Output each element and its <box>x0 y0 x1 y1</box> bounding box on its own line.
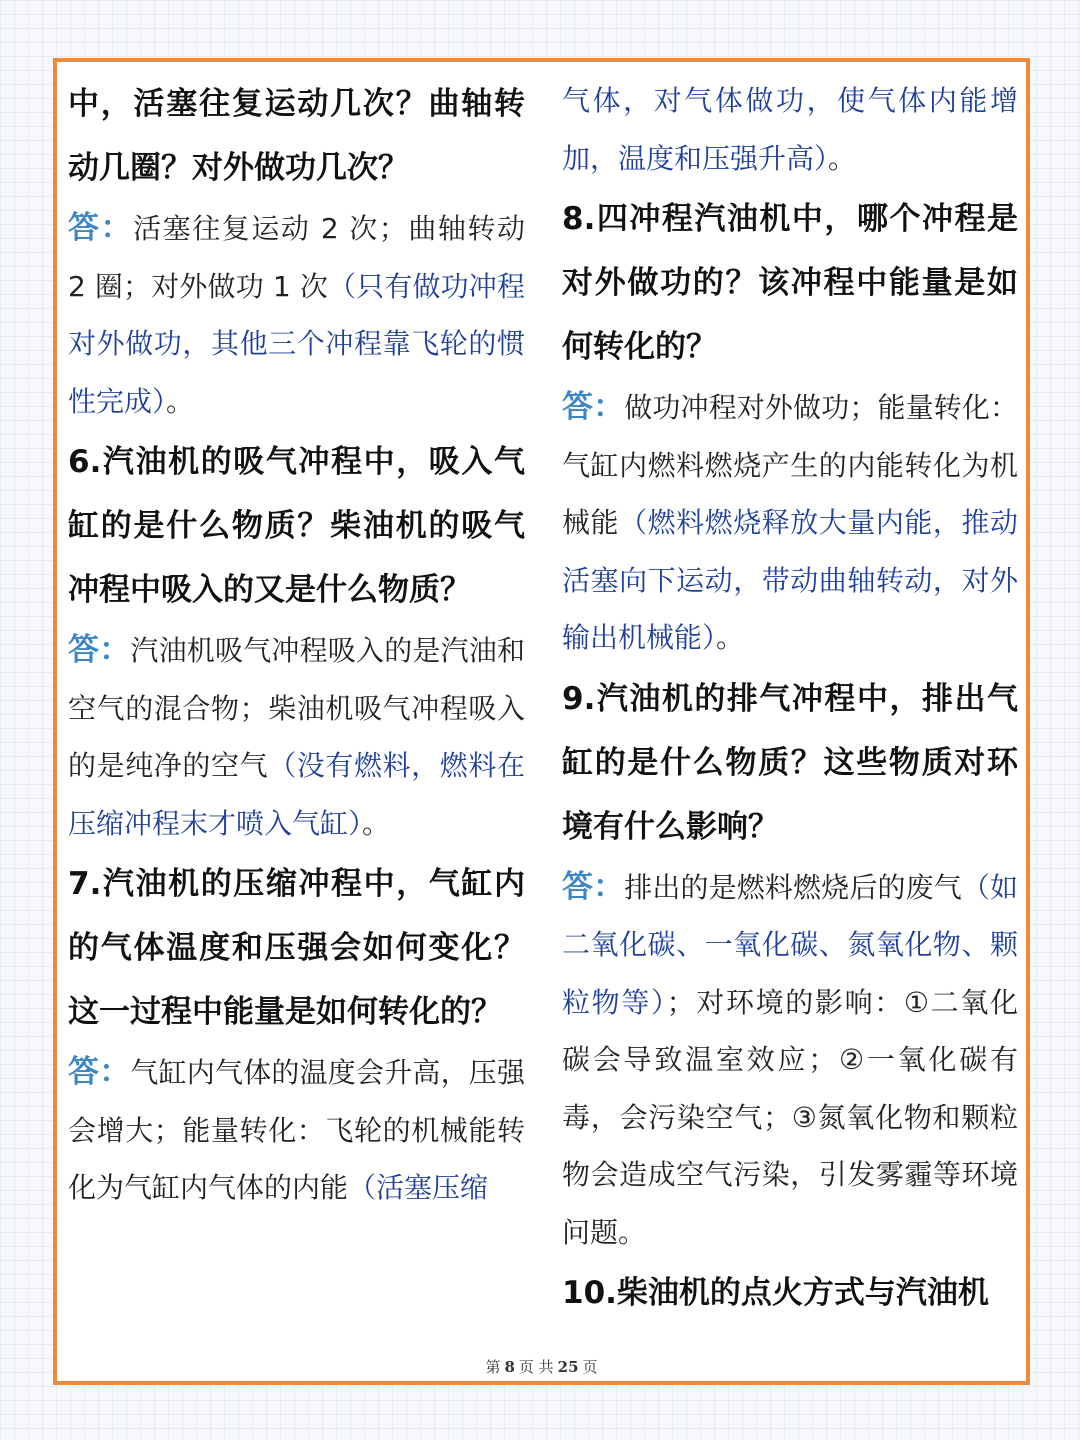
answer-9 <box>562 859 1018 1262</box>
answer-label: 答： <box>68 210 134 246</box>
page-sheet <box>53 58 1030 1385</box>
footer-middle: 页 共 <box>518 1358 554 1376</box>
question-9: 9.汽油机的排气冲程中，排出气缸的是什么物质？这些物质对环境有什么影响？ <box>562 680 1018 845</box>
left-column <box>68 72 525 1217</box>
answer-note: 气体，对气体做功，使气体内能增加，温度和压强升高） <box>562 84 1018 175</box>
answer-6 <box>68 622 525 852</box>
answer-8 <box>562 379 1018 667</box>
footer-suffix: 页 <box>582 1358 598 1376</box>
answer-text: 气缸内气体的温度会升高，压强会增大；能量转化：飞轮的机械能转化为气缸内气体的内能 <box>68 1056 525 1204</box>
page-number: 8 <box>504 1358 515 1376</box>
answer-7-continued <box>562 72 1018 187</box>
answer-label: 答： <box>68 632 131 668</box>
question-6: 6.汽油机的吸气冲程中，吸入气缸的是什么物质？柴油机的吸气冲程中吸入的又是什么物质？ <box>68 444 525 608</box>
question-5-tail: 中，活塞往复运动几次？曲轴转动几圈？对外做功几次？ <box>68 86 525 186</box>
answer-text: 排出的是燃料燃烧后的废气 <box>624 870 962 904</box>
answer-text: 活塞往复运动 2 次；曲轴转动 2 圈；对外做功 1 次 <box>68 212 526 303</box>
answer-text: 汽油机吸气冲程吸入的是汽油和空气的混合物；柴油机吸气冲程吸入的是纯净的空气 <box>68 634 525 782</box>
page-total: 25 <box>557 1358 579 1376</box>
answer-label: 答： <box>68 1054 131 1090</box>
answer-end: 。 <box>362 806 391 840</box>
answer-end: 。 <box>716 621 745 654</box>
page-footer <box>57 1356 1026 1377</box>
answer-note: （只有做功冲程对外做功，其他三个冲程靠飞轮的惯性完成） <box>68 269 525 418</box>
answer-text-continued: ；对环境的影响：①二氧化碳会导致温室效应；②一氧化碳有毒，会污染空气；③氮氧化物和颗粒物会造成空气污染，引发雾霾等环境问题。 <box>562 985 1018 1249</box>
answer-label: 答： <box>562 868 625 905</box>
answer-note: （如二氧化碳、一氧化碳、氮氧化物、颗粒物等） <box>562 870 1018 1019</box>
footer-prefix: 第 <box>485 1358 501 1376</box>
answer-end: 。 <box>166 384 195 418</box>
answer-5 <box>68 200 525 430</box>
answer-note: （没有燃料，燃料在压缩冲程末才喷入气缸） <box>68 749 525 840</box>
question-10-head: 10.柴油机的点火方式与汽油机 <box>562 1275 989 1311</box>
answer-label: 答： <box>562 389 625 425</box>
answer-7 <box>68 1044 525 1217</box>
right-column <box>562 72 1018 1325</box>
answer-text: 做功冲程对外做功；能量转化：气缸内燃料燃烧产生的内能转化为机械能 <box>562 391 1018 539</box>
question-8: 8.四冲程汽油机中，哪个冲程是对外做功的？该冲程中能量是如何转化的？ <box>562 201 1018 365</box>
answer-end: 。 <box>828 141 857 175</box>
answer-note: （燃料燃烧释放大量内能，推动活塞向下运动，带动曲轴转动，对外输出机械能） <box>562 506 1018 654</box>
question-7: 7.汽油机的压缩冲程中，气缸内的气体温度和压强会如何变化？这一过程中能量是如何转化的？ <box>68 866 525 1030</box>
answer-note: （活塞压缩 <box>348 1171 489 1204</box>
